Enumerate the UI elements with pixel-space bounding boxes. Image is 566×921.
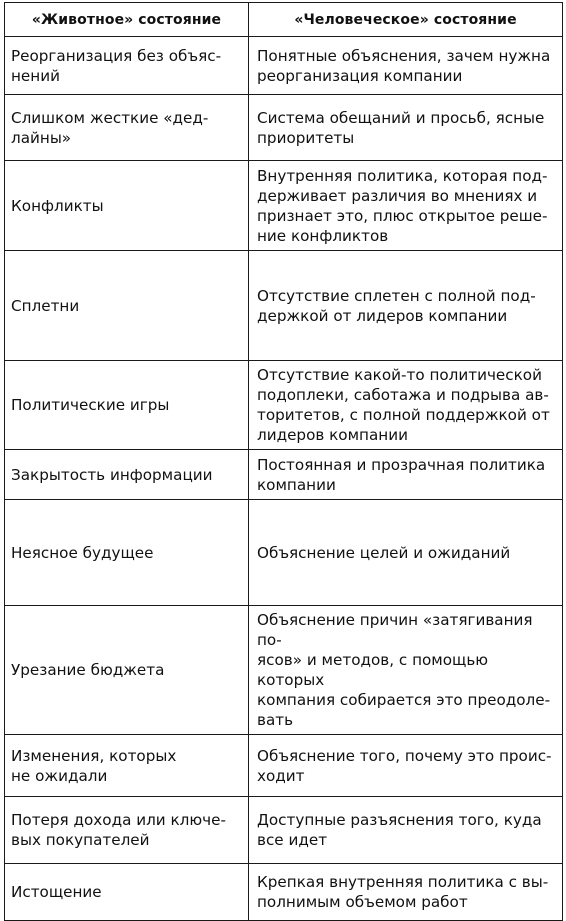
table-row [5, 251, 563, 361]
animal-cell: Потеря дохода или ключе- вых покупателей [5, 797, 249, 864]
animal-cell: Урезание бюджета [5, 606, 249, 735]
human-cell: Объяснение того, почему это проис- ходит [249, 735, 563, 797]
human-cell: Крепкая внутренняя политика с вы- полнимым объемом работ [249, 864, 563, 921]
table-header [5, 3, 563, 37]
header-human-state: «Человеческое» состояние [249, 3, 563, 37]
table-row [5, 37, 563, 95]
human-cell: Отсутствие сплетен с полной под- держкой от лидеров компании [249, 251, 563, 361]
human-cell: Доступные разъяснения того, куда все идет [249, 797, 563, 864]
animal-cell: Политические игры [5, 361, 249, 450]
animal-cell: Реорганизация без объяс- нений [5, 37, 249, 95]
table-row [5, 735, 563, 797]
table-row [5, 606, 563, 735]
animal-cell: Слишком жесткие «дед- лайны» [5, 95, 249, 161]
human-cell: Внутренняя политика, которая под- держивает различия во мнениях и признает это, плюс открытое реше- ние конфликтов [249, 161, 563, 251]
table-row [5, 161, 563, 251]
human-cell: Постоянная и прозрачная политика компании [249, 450, 563, 500]
animal-cell: Истощение [5, 864, 249, 921]
human-cell: Объяснение целей и ожиданий [249, 500, 563, 606]
human-cell: Система обещаний и просьб, ясные приоритеты [249, 95, 563, 161]
animal-cell: Сплетни [5, 251, 249, 361]
table-row [5, 95, 563, 161]
table-body [5, 37, 563, 921]
animal-cell: Неясное будущее [5, 500, 249, 606]
human-cell: Объяснение причин «затягивания по- ясов» и методов, с помощью которых компания собирается это преодоле- вать [249, 606, 563, 735]
comparison-table [4, 2, 563, 921]
table-row [5, 500, 563, 606]
table-row [5, 864, 563, 921]
table-row [5, 450, 563, 500]
animal-cell: Конфликты [5, 161, 249, 251]
human-cell: Отсутствие какой-то политической подоплеки, саботажа и подрыва ав- торитетов, с полной поддержкой от лидеров компании [249, 361, 563, 450]
header-animal-state: «Животное» состояние [5, 3, 249, 37]
table-row [5, 361, 563, 450]
table-row [5, 797, 563, 864]
header-row [5, 3, 563, 37]
animal-cell: Изменения, которых не ожидали [5, 735, 249, 797]
animal-cell: Закрытость информации [5, 450, 249, 500]
human-cell: Понятные объяснения, зачем нужна реорганизация компании [249, 37, 563, 95]
